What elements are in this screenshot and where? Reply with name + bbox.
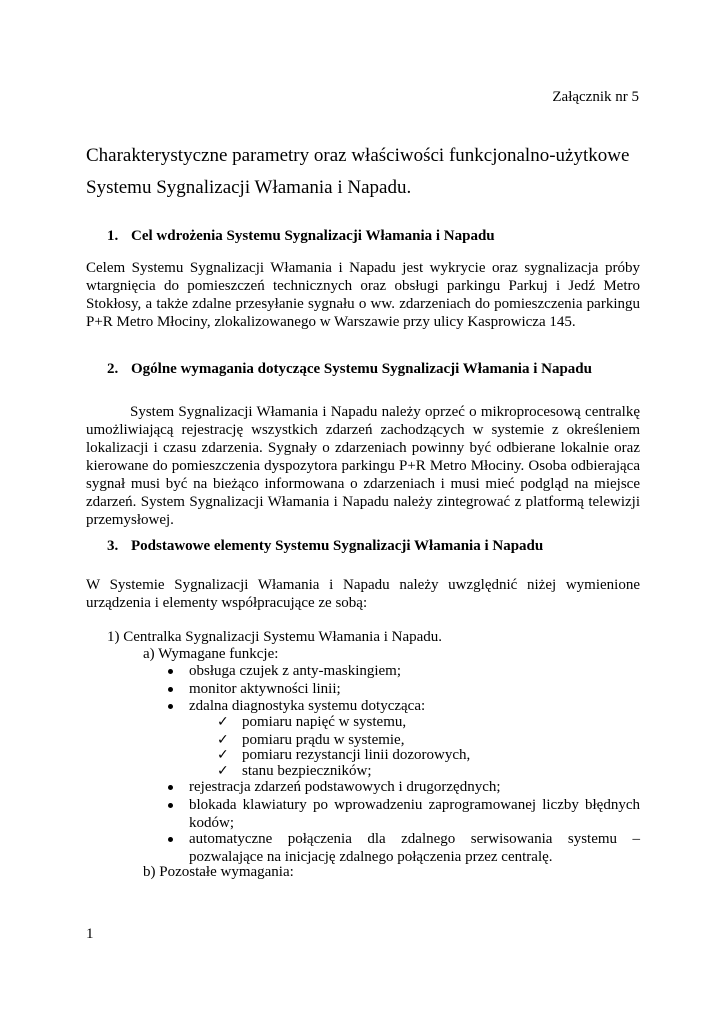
check-item-text: pomiaru rezystancji linii dozorowych, [242, 747, 471, 763]
bullet-dot-icon [168, 704, 173, 709]
list-item-text: monitor aktywności linii; [189, 681, 341, 697]
section-3-paragraph: W Systemie Sygnalizacji Włamania i Napadu należy uwzględnić niżej wymienione urządzenia i elementy współpracujące ze sobą: [86, 577, 640, 611]
section-2-paragraph: System Sygnalizacji Włamania i Napadu należy oprzeć o mikroprocesową centralkę umożliwiającą rejestrację wszystkich zdarzeń zachodzących w systemie z określeniem lokalizacji i czasu zdarzenia. Sygnały o zdarzeniach powinny być odbierane lokalnie oraz kierowane do pomieszczenia dyspozytora parkingu P+R Metro Młociny. Osoba odbierająca sygnał musi być na bieżąco informowana o zdarzeniach i musi mieć podgląd na miejsce zdarzeń. System Sygnalizacji Włamania i Napadu należy zintegrować z platformą telewizji przemysłowej. [86, 404, 640, 528]
bullet-dot-icon [168, 837, 173, 842]
list-item-text: rejestracja zdarzeń podstawowych i drugorzędnych; [189, 779, 501, 795]
bullet-dot-icon [168, 785, 173, 790]
section-1-heading [107, 227, 495, 245]
section-3-heading [107, 537, 543, 555]
section-1-paragraph: Celem Systemu Sygnalizacji Włamania i Napadu jest wykrycie oraz sygnalizacja próby wtargnięcia do pomieszczeń technicznych oraz obsługi parkingu Parkuj i Jedź Metro Stokłosy, a także zdalne przesyłanie sygnału o ww. zdarzeniach do pomieszczenia parkingu P+R Metro Młociny, zlokalizowanego w Warszawie przy ulicy Kasprowicza 145. [86, 260, 640, 330]
list-item [164, 662, 640, 680]
checkmark-icon: ✓ [217, 732, 229, 748]
list-item [164, 778, 640, 796]
section-1-number: 1. [107, 228, 119, 244]
list-item [164, 796, 640, 832]
bullet-dot-icon [168, 803, 173, 808]
checkmark-icon: ✓ [217, 747, 229, 763]
list-item-text: zdalna diagnostyka systemu dotycząca: [189, 698, 426, 714]
list-subitem-a: a) Wymagane funkcje: [143, 646, 279, 662]
check-item-text: stanu bezpieczników; [242, 763, 372, 779]
check-item-text: pomiaru prądu w systemie, [242, 732, 405, 748]
page-number: 1 [86, 926, 94, 942]
bullet-dot-icon [168, 669, 173, 674]
list-item [164, 830, 640, 866]
checkmark-icon: ✓ [217, 763, 229, 779]
list-subitem-b: b) Pozostałe wymagania: [143, 864, 294, 880]
list-item-text: automatyczne połączenia dla zdalnego serwisowania systemu – pozwalające na inicjację zdalnego połączenia przez centralę. [189, 831, 640, 865]
check-item-text: pomiaru napięć w systemu, [242, 714, 407, 730]
section-2-heading [107, 360, 592, 378]
section-2-heading-text: Ogólne wymagania dotyczące Systemu Sygnalizacji Włamania i Napadu [131, 361, 592, 377]
document-title: Charakterystyczne parametry oraz właściwości funkcjonalno-użytkowe Systemu Sygnalizacji Włamania i Napadu. [86, 145, 630, 198]
check-item [217, 713, 406, 731]
list-item-1: 1) Centralka Sygnalizacji Systemu Włamania i Napadu. [107, 629, 443, 645]
list-item [164, 680, 640, 698]
list-item-text: blokada klawiatury po wprowadzeniu zaprogramowanej liczby błędnych kodów; [189, 797, 640, 831]
bullet-dot-icon [168, 687, 173, 692]
list-item-text: obsługa czujek z anty-maskingiem; [189, 663, 402, 679]
section-3-number: 3. [107, 538, 119, 554]
section-1-heading-text: Cel wdrożenia Systemu Sygnalizacji Włamania i Napadu [131, 228, 495, 244]
checkmark-icon: ✓ [217, 714, 229, 730]
annex-label: Załącznik nr 5 [552, 89, 639, 105]
section-3-heading-text: Podstawowe elementy Systemu Sygnalizacji Włamania i Napadu [131, 538, 544, 554]
section-2-number: 2. [107, 361, 119, 377]
